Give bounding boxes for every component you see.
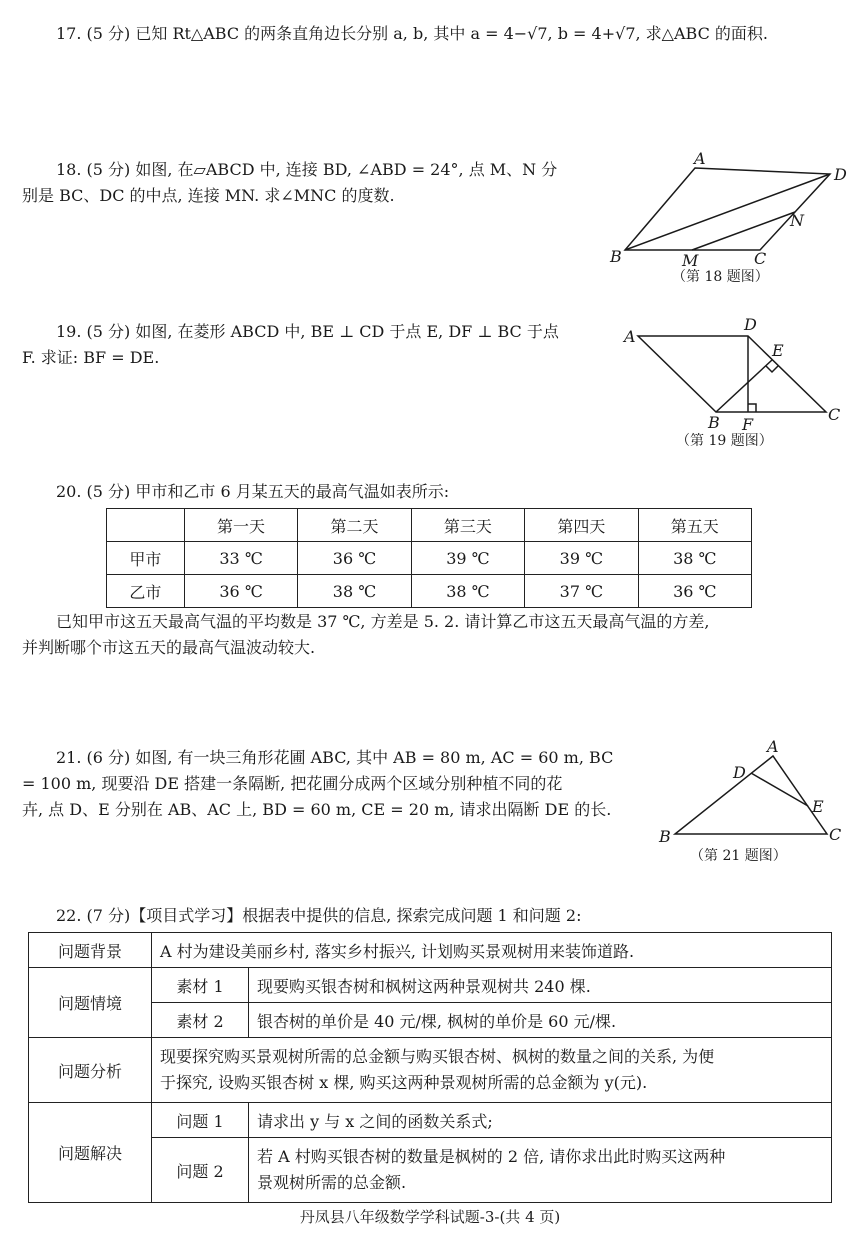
table-cell: 38 ℃ bbox=[298, 575, 411, 608]
q22-analysis-line2: 于探究, 设购买银杏树 x 棵, 购买这两种景观树所需的总金额为 y(元). bbox=[160, 1073, 648, 1092]
q20-temperature-table bbox=[106, 508, 752, 608]
q18-line1: 18. (5 分) 如图, 在▱ABCD 中, 连接 BD, ∠ABD = 24°, 点 M、N 分 bbox=[56, 160, 558, 179]
q22-material1-head: 素材 1 bbox=[152, 968, 249, 1003]
table-cell: 38 ℃ bbox=[411, 575, 524, 608]
q18-label-c: C bbox=[754, 249, 767, 268]
q22-analysis-head: 问题分析 bbox=[29, 1038, 152, 1103]
q22-project-table bbox=[28, 932, 832, 1203]
q21-triangle-abc bbox=[675, 756, 827, 834]
q22-intro: 22. (7 分)【项目式学习】根据表中提供的信息, 探索完成问题 1 和问题 2: bbox=[56, 906, 582, 925]
q22-material2-head: 素材 2 bbox=[152, 1003, 249, 1038]
q20-text1: 已知甲市这五天最高气温的平均数是 37 ℃, 方差是 5. 2. 请计算乙市这五天最高气温的方差, bbox=[56, 612, 710, 631]
q21-line3: 卉, 点 D、E 分别在 AB、AC 上, BD = 60 m, CE = 20 m, 请求出隔断 DE 的长. bbox=[22, 800, 612, 819]
q18-label-d: D bbox=[834, 165, 847, 184]
q22-solve-head: 问题解决 bbox=[29, 1103, 152, 1203]
q18-label-a: A bbox=[694, 150, 706, 168]
q18-parallelogram-figure bbox=[600, 150, 850, 275]
q21-label-e: E bbox=[812, 797, 824, 816]
page-footer: 丹凤县八年级数学学科试题-3-(共 4 页) bbox=[299, 1208, 561, 1226]
q21-label-c: C bbox=[829, 825, 842, 844]
q22-p2 bbox=[249, 1138, 832, 1203]
table-cell: 39 ℃ bbox=[525, 542, 638, 575]
q22-analysis bbox=[152, 1038, 832, 1103]
q19-label-c: C bbox=[828, 405, 841, 424]
table-header-day1: 第一天 bbox=[184, 509, 297, 542]
q22-p2-line2: 景观树所需的总金额. bbox=[257, 1173, 407, 1192]
table-row bbox=[29, 968, 832, 1003]
q19-label-b: B bbox=[708, 413, 720, 432]
table-row bbox=[107, 575, 752, 608]
q22-material2: 银杏树的单价是 40 元/棵, 枫树的单价是 60 元/棵. bbox=[249, 1003, 832, 1038]
table-cell: 37 ℃ bbox=[525, 575, 638, 608]
q22-p1: 请求出 y 与 x 之间的函数关系式; bbox=[249, 1103, 832, 1138]
q17-text: 17. (5 分) 已知 Rt△ABC 的两条直角边长分别 a, b, 其中 a = 4−√7, b = 4+√7, 求△ABC 的面积. bbox=[56, 24, 769, 43]
q21-label-a: A bbox=[767, 740, 779, 756]
q18-segment-mn bbox=[692, 212, 795, 250]
q20-intro: 20. (5 分) 甲市和乙市 6 月某五天的最高气温如表所示: bbox=[56, 482, 450, 501]
table-cell: 33 ℃ bbox=[184, 542, 297, 575]
q22-analysis-line1: 现要探究购买景观树所需的总金额与购买银杏树、枫树的数量之间的关系, 为便 bbox=[160, 1047, 715, 1066]
q21-caption: （第 21 题图） bbox=[690, 848, 787, 864]
q19-line1: 19. (5 分) 如图, 在菱形 ABCD 中, BE ⊥ CD 于点 E, DF ⊥ BC 于点 bbox=[56, 322, 559, 341]
q22-p2-line1: 若 A 村购买银杏树的数量是枫树的 2 倍, 请你求出此时购买这两种 bbox=[257, 1147, 726, 1166]
q22-situation-head: 问题情境 bbox=[29, 968, 152, 1038]
table-row bbox=[107, 509, 752, 542]
q20-text2: 并判断哪个市这五天的最高气温波动较大. bbox=[22, 638, 316, 657]
q19-right-angle-e bbox=[766, 366, 778, 372]
q19-line2: F. 求证: BF = DE. bbox=[22, 348, 160, 367]
table-cell: 甲市 bbox=[107, 542, 185, 575]
q22-p1-head: 问题 1 bbox=[152, 1103, 249, 1138]
table-cell: 36 ℃ bbox=[298, 542, 411, 575]
q22-p2-head: 问题 2 bbox=[152, 1138, 249, 1203]
table-cell: 36 ℃ bbox=[184, 575, 297, 608]
table-row bbox=[29, 933, 832, 968]
q22-background: A 村为建设美丽乡村, 落实乡村振兴, 计划购买景观树用来装饰道路. bbox=[152, 933, 832, 968]
q18-label-b: B bbox=[610, 247, 622, 266]
table-cell: 39 ℃ bbox=[411, 542, 524, 575]
table-row bbox=[29, 1103, 832, 1138]
q18-caption: （第 18 题图） bbox=[672, 269, 769, 285]
q21-triangle-figure bbox=[655, 740, 850, 850]
q19-rhombus-figure bbox=[620, 314, 850, 432]
table-row bbox=[29, 1038, 832, 1103]
q21-label-d: D bbox=[733, 763, 746, 782]
q21-label-b: B bbox=[659, 827, 671, 846]
table-header-day3: 第三天 bbox=[411, 509, 524, 542]
q18-label-n: N bbox=[790, 211, 804, 230]
q19-label-f: F bbox=[742, 415, 754, 432]
q19-label-a: A bbox=[624, 327, 636, 346]
table-header-day4: 第四天 bbox=[525, 509, 638, 542]
table-cell: 38 ℃ bbox=[638, 542, 751, 575]
q21-line2: = 100 m, 现要沿 DE 搭建一条隔断, 把花圃分成两个区域分别种植不同的花 bbox=[22, 774, 563, 793]
q19-label-e: E bbox=[772, 341, 784, 360]
q18-line2: 别是 BC、DC 的中点, 连接 MN. 求∠MNC 的度数. bbox=[22, 186, 395, 205]
q19-caption: （第 19 题图） bbox=[676, 433, 773, 449]
q21-segment-de bbox=[751, 773, 808, 806]
q19-rhombus bbox=[638, 336, 826, 412]
q19-label-d: D bbox=[744, 315, 757, 334]
q22-material1: 现要购买银杏树和枫树这两种景观树共 240 棵. bbox=[249, 968, 832, 1003]
table-header-day2: 第二天 bbox=[298, 509, 411, 542]
q19-segment-be bbox=[716, 360, 772, 412]
q18-label-m: M bbox=[682, 251, 699, 270]
table-cell: 36 ℃ bbox=[638, 575, 751, 608]
table-header-day5: 第五天 bbox=[638, 509, 751, 542]
q22-background-head: 问题背景 bbox=[29, 933, 152, 968]
q21-line1: 21. (6 分) 如图, 有一块三角形花圃 ABC, 其中 AB = 80 m, AC = 60 m, BC bbox=[56, 748, 614, 767]
q19-right-angle-f bbox=[748, 404, 756, 412]
table-cell bbox=[107, 509, 185, 542]
table-row bbox=[107, 542, 752, 575]
table-cell: 乙市 bbox=[107, 575, 185, 608]
